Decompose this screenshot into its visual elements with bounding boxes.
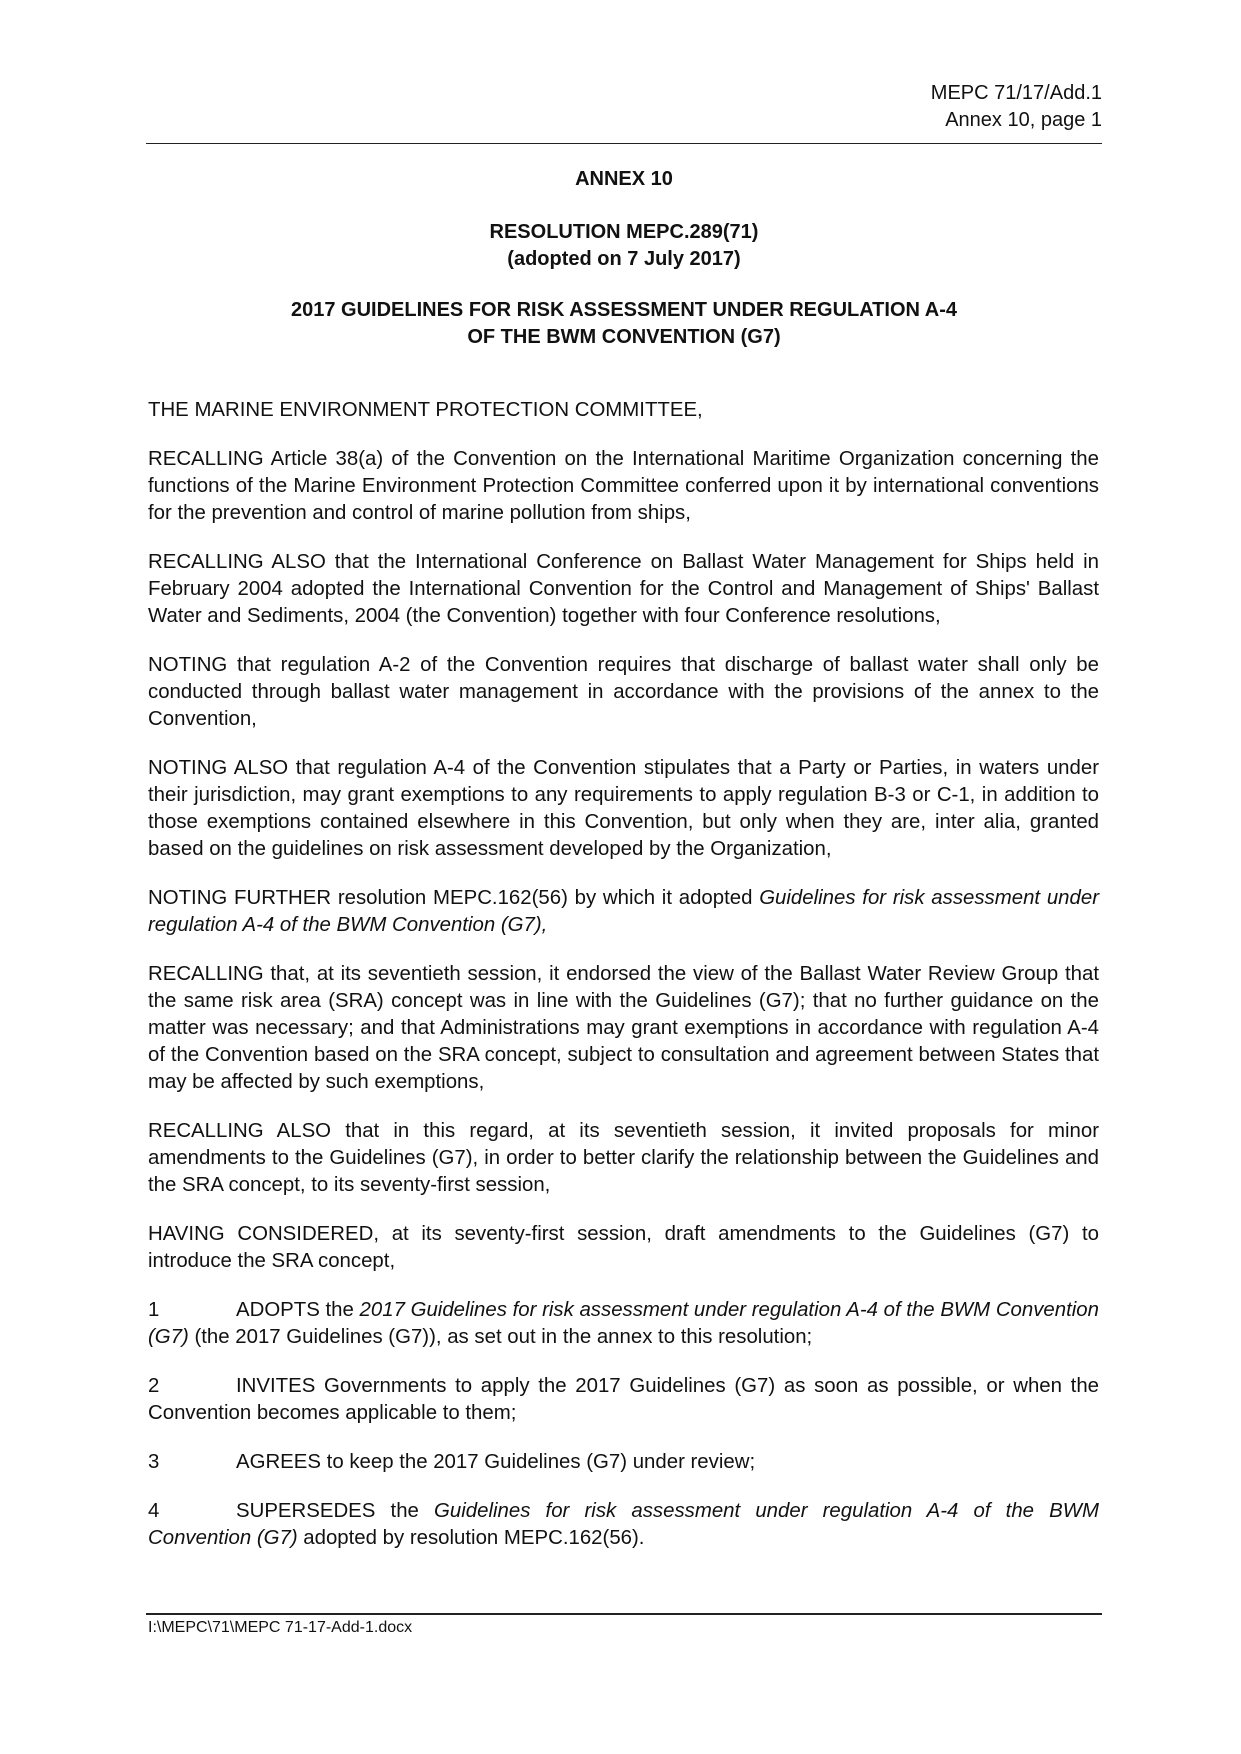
preamble-paragraph: RECALLING ALSO that in this regard, at its seventieth session, it invited proposals for minor amendments to the Guidelines (G7), in order to better clarify the relationship between the Guidelines and the SRA concept, to its seventy-first session, <box>148 1120 1099 1196</box>
operative-paragraph-2 <box>148 1373 1099 1427</box>
operative-text: SUPERSEDES the <box>236 1500 435 1522</box>
guidelines-title-line2: OF THE BWM CONVENTION (G7) <box>467 326 781 348</box>
preamble-paragraph: NOTING ALSO that regulation A-4 of the Convention stipulates that a Party or Parties, in waters under their jurisdiction, may grant exemptions to any requirements to apply regulation B-3 or C-1, in addition to those exemptions contained elsewhere in this Convention, but only when they are, inter alia, granted based on the guidelines on risk assessment developed by the Organization, <box>148 757 1099 860</box>
operative-text: ADOPTS the <box>236 1299 360 1321</box>
resolution-body <box>148 397 1099 1574</box>
annex-page-number: Annex 10, page 1 <box>945 109 1102 131</box>
guidelines-reference: Guidelines for risk assessment under regulation A-4 of the BWM Convention (G7), <box>148 887 1099 936</box>
paragraph-number: 3 <box>148 1451 160 1473</box>
document-number: MEPC 71/17/Add.1 <box>930 82 1102 104</box>
header-divider <box>146 143 1102 144</box>
operative-paragraph-1 <box>148 1297 1099 1351</box>
paragraph-number: 4 <box>148 1500 160 1522</box>
paragraph-number: 2 <box>148 1375 160 1397</box>
guidelines-reference: Guidelines for risk assessment under regulation A-4 of the BWM Convention (G7) <box>148 1500 1099 1549</box>
committee-name: THE MARINE ENVIRONMENT PROTECTION COMMITTEE, <box>148 399 703 421</box>
paragraph-number: 1 <box>148 1299 160 1321</box>
footer-divider <box>146 1613 1102 1615</box>
annex-title: ANNEX 10 <box>575 168 673 190</box>
guidelines-title-line1: 2017 GUIDELINES FOR RISK ASSESSMENT UNDER REGULATION A-4 <box>290 299 957 321</box>
guidelines-reference: 2017 Guidelines for risk assessment under regulation A-4 of the BWM Convention (G7) <box>148 1299 1099 1348</box>
operative-text: adopted by resolution MEPC.162(56). <box>297 1527 645 1549</box>
resolution-adopted-date: (adopted on 7 July 2017) <box>507 248 741 270</box>
resolution-title: RESOLUTION MEPC.289(71) <box>489 221 759 243</box>
file-path: I:\MEPC\71\MEPC 71-17-Add-1.docx <box>148 1619 413 1636</box>
preamble-text: NOTING FURTHER resolution MEPC.162(56) by which it adopted <box>148 887 760 909</box>
preamble-paragraph: RECALLING ALSO that the International Conference on Ballast Water Management for Ships held in February 2004 adopted the International Convention for the Control and Management of Ships' Ballast Water and Sediments, 2004 (the Convention) together with four Conference resolutions, <box>148 551 1099 627</box>
preamble-paragraph: NOTING that regulation A-2 of the Convention requires that discharge of ballast water shall only be conducted through ballast water management in accordance with the provisions of the annex to the Convention, <box>148 654 1099 730</box>
operative-paragraph-4 <box>148 1498 1099 1552</box>
preamble-paragraph: HAVING CONSIDERED, at its seventy-first session, draft amendments to the Guidelines (G7) to introduce the SRA concept, <box>148 1223 1099 1272</box>
preamble-paragraph <box>148 885 1099 939</box>
operative-paragraph-3 <box>148 1449 1099 1476</box>
operative-text: AGREES to keep the 2017 Guidelines (G7) under review; <box>236 1451 756 1473</box>
preamble-paragraph: RECALLING that, at its seventieth session, it endorsed the view of the Ballast Water Review Group that the same risk area (SRA) concept was in line with the Guidelines (G7); that no further guidance on the matter was necessary; and that Administrations may grant exemptions in accordance with regulation A-4 of the Convention based on the SRA concept, subject to consultation and agreement between States that may be affected by such exemptions, <box>148 963 1099 1093</box>
resolution-heading <box>146 219 1102 273</box>
operative-text: INVITES Governments to apply the 2017 Guidelines (G7) as soon as possible, or when the Convention becomes applicable to them; <box>148 1375 1099 1424</box>
preamble-paragraph: RECALLING Article 38(a) of the Convention on the International Maritime Organization concerning the functions of the Marine Environment Protection Committee conferred upon it by international conventions for the prevention and control of marine pollution from ships, <box>148 448 1099 524</box>
guidelines-heading <box>146 297 1102 351</box>
page-header <box>931 80 1102 134</box>
operative-text: (the 2017 Guidelines (G7)), as set out in the annex to this resolution; <box>188 1326 813 1348</box>
